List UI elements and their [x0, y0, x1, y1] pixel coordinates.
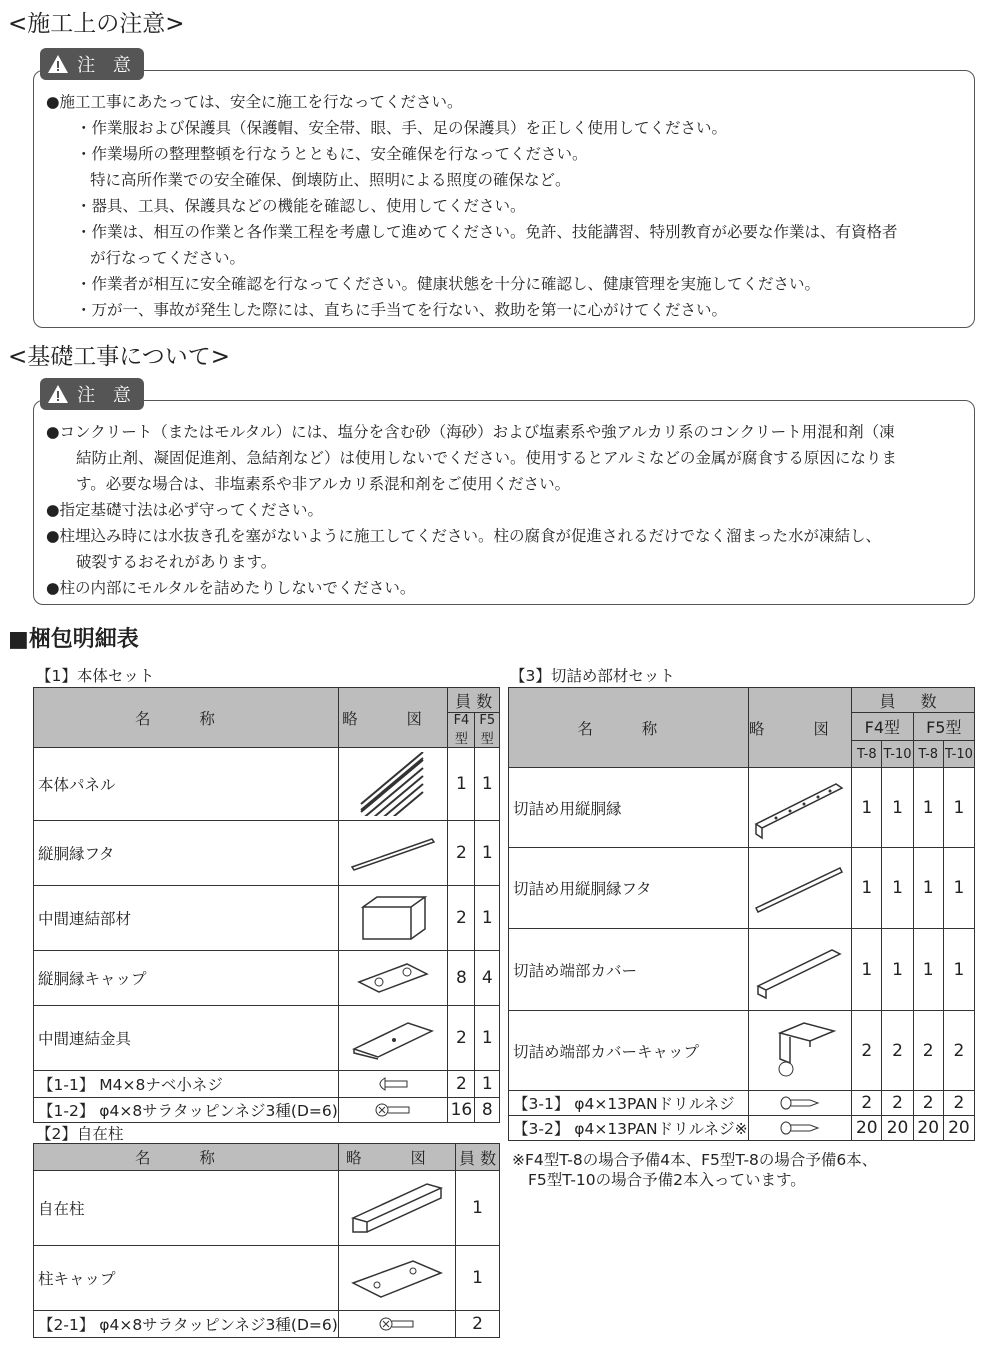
- table-row: [34, 1006, 500, 1071]
- caution-line: ・作業場所の整理整頓を行なうとともに、安全確保を行なってください。: [76, 145, 588, 163]
- qty: 1: [852, 929, 882, 1011]
- caution-badge-label: 注 意: [77, 55, 137, 76]
- header-f4-t8: T-8: [852, 741, 882, 768]
- set3-label: 【3】切詰め部材セット: [510, 667, 675, 685]
- item-name: 中間連結金具: [34, 1006, 339, 1071]
- qty: 2: [852, 1091, 882, 1116]
- set2-label: 【2】自在柱: [36, 1125, 124, 1143]
- warning-triangle-icon: [47, 384, 69, 404]
- qty: 2: [943, 1091, 974, 1116]
- item-name: 切詰め端部カバーキャップ: [509, 1011, 749, 1091]
- item-name: 縦胴縁キャップ: [34, 951, 339, 1006]
- end-cover-drawing: [752, 940, 848, 1000]
- item-name: 【3-2】 φ4×13PANドリルネジ※: [509, 1116, 749, 1141]
- item-name: 自在柱: [34, 1171, 339, 1246]
- caution-box-construction: [33, 70, 975, 328]
- caution-line: ●柱埋込み時には水抜き孔を塞がないように施工してください。柱の腐食が促進されるだけでなく溜まった水が凍結し、: [46, 527, 882, 545]
- caution-badge: [40, 378, 144, 410]
- table-row: [34, 886, 500, 951]
- bracket-drawing: [338, 1006, 448, 1071]
- table-row: [34, 951, 500, 1006]
- caution-line: ・作業は、相互の作業と各作業工程を考慮して進めてください。免許、技能講習、特別教育が必要な作業は、有資格者: [76, 223, 898, 241]
- caution-line: ・万が一、事故が発生した際には、直ちに手当てを行ない、救助を第一に心がけてください。: [76, 301, 728, 319]
- table-row: [509, 1091, 975, 1116]
- item-name: 縦胴縁フタ: [34, 821, 339, 886]
- qty-f4: 1: [448, 748, 475, 821]
- table-row: [34, 1071, 500, 1098]
- caution-line: ●指定基礎寸法は必ず守ってください。: [46, 501, 324, 519]
- qty: 2: [882, 1091, 913, 1116]
- table-row: [509, 1116, 975, 1141]
- table-row: [509, 848, 975, 929]
- caution-line: ●施工工事にあたっては、安全に施工を行なってください。: [46, 93, 463, 111]
- header-qty: 員 数: [448, 688, 500, 713]
- qty: 2: [456, 1311, 500, 1338]
- header-f5: F5型: [913, 713, 974, 741]
- table-row: [509, 768, 975, 848]
- header-f4: F4型: [852, 713, 913, 741]
- table-row: [34, 821, 500, 886]
- caution-line: ●柱の内部にモルタルを詰めたりしないでください。: [46, 579, 416, 597]
- table-row: [509, 929, 975, 1011]
- qty-f4: 2: [448, 1006, 475, 1071]
- end-cover-cap-drawing: [760, 1019, 840, 1083]
- item-drawing: [748, 1116, 852, 1141]
- table-row: [34, 1171, 500, 1246]
- item-drawing: [748, 1091, 852, 1116]
- qty-f5: 4: [475, 951, 500, 1006]
- header-figure: 略 図: [338, 688, 448, 748]
- caution-line: 結防止剤、凝固促進剤、急結剤など）は使用しないでください。使用するとアルミなどの金属が腐食する原因になりま: [76, 449, 897, 467]
- panel-drawing: [338, 748, 448, 821]
- flat-screw-icon: [338, 1098, 448, 1123]
- caution-line: 特に高所作業での安全確保、倒壊防止、照明による照度の確保など。: [90, 171, 571, 189]
- qty-f4: 2: [448, 821, 475, 886]
- item-drawing: [748, 768, 852, 848]
- item-name: 【3-1】 φ4×13PANドリルネジ: [509, 1091, 749, 1116]
- qty: 1: [913, 848, 943, 929]
- qty: 1: [943, 848, 974, 929]
- caution-line: ●コンクリート（またはモルタル）には、塩分を含む砂（海砂）および塩素系や強アルカリ系のコンクリート用混和剤（凍: [46, 423, 895, 441]
- qty-f5: 1: [475, 1006, 500, 1071]
- caution-line: が行なってください。: [90, 249, 246, 267]
- item-drawing: [748, 1011, 852, 1091]
- qty: 1: [913, 929, 943, 1011]
- qty: 1: [943, 929, 974, 1011]
- qty-f5: 1: [475, 748, 500, 821]
- caution-line: ・作業者が相互に安全確認を行なってください。健康状態を十分に確認し、健康管理を実施してください。: [76, 275, 821, 293]
- qty-f4: 16: [448, 1098, 475, 1123]
- qty: 1: [456, 1171, 500, 1246]
- header-f5: F5型: [475, 713, 500, 748]
- header-f5-t10: T-10: [943, 741, 974, 768]
- header-name: 名 称: [509, 688, 749, 768]
- note-line: ※F4型T-8の場合予備4本、F5型T-8の場合予備6本、: [512, 1151, 878, 1169]
- qty: 2: [852, 1011, 882, 1091]
- header-figure: 略 図: [748, 688, 852, 768]
- caution-line: す。必要な場合は、非塩素系や非アルカリ系混和剤をご使用ください。: [76, 475, 571, 493]
- caution-line: ・作業服および保護具（保護帽、安全帯、眼、手、足の保護具）を正しく使用してください。: [76, 119, 728, 137]
- qty: 2: [882, 1011, 913, 1091]
- table-row: [34, 748, 500, 821]
- set1-table: [33, 687, 500, 1123]
- qty: 20: [943, 1116, 974, 1141]
- qty: 1: [852, 848, 882, 929]
- cap-drawing: [338, 951, 448, 1006]
- qty-f4: 8: [448, 951, 475, 1006]
- item-name: 切詰め用縦胴縁: [509, 768, 749, 848]
- table-row: [34, 1311, 500, 1338]
- set1-label: 【1】本体セット: [36, 667, 155, 685]
- qty: 1: [882, 848, 913, 929]
- caution-line: 破裂するおそれがあります。: [76, 553, 277, 571]
- qty: 1: [882, 768, 913, 848]
- qty: 2: [913, 1091, 943, 1116]
- item-name: 本体パネル: [34, 748, 339, 821]
- item-name: 切詰め用縦胴縁フタ: [509, 848, 749, 929]
- qty: 1: [913, 768, 943, 848]
- caution-badge-label: 注 意: [77, 385, 137, 406]
- packing-list-title: ■梱包明細表: [8, 627, 139, 652]
- qty: 20: [913, 1116, 943, 1141]
- drill-screw-icon: [778, 1120, 822, 1136]
- header-qty: 員 数: [456, 1144, 500, 1171]
- post-cap-drawing: [338, 1246, 455, 1311]
- qty: 1: [943, 768, 974, 848]
- table-row: [509, 1011, 975, 1091]
- trim-rail-drawing: [752, 776, 848, 840]
- item-name: 【2-1】 φ4×8サラタッピンネジ3種(D=6): [34, 1311, 339, 1338]
- qty: 1: [882, 929, 913, 1011]
- set3-note: [512, 1150, 877, 1190]
- qty: 20: [852, 1116, 882, 1141]
- qty: 1: [456, 1246, 500, 1311]
- section-title-foundation-work: <基礎工事について>: [8, 344, 231, 370]
- item-drawing: [748, 929, 852, 1011]
- qty: 2: [943, 1011, 974, 1091]
- caution-line: ・器具、工具、保護具などの機能を確認し、使用してください。: [76, 197, 526, 215]
- table-row: [34, 1246, 500, 1311]
- qty-f4: 2: [448, 886, 475, 951]
- trim-cover-drawing: [752, 858, 848, 918]
- qty-f5: 1: [475, 1071, 500, 1098]
- qty: 1: [852, 768, 882, 848]
- cover-drawing: [338, 821, 448, 886]
- header-name: 名 称: [34, 688, 339, 748]
- item-name: 中間連結部材: [34, 886, 339, 951]
- item-name: 【1-1】 M4×8ナベ小ネジ: [34, 1071, 339, 1098]
- warning-triangle-icon: [47, 54, 69, 74]
- qty: 20: [882, 1116, 913, 1141]
- header-f4-t10: T-10: [882, 741, 913, 768]
- post-drawing: [338, 1171, 455, 1246]
- set2-table: [33, 1143, 500, 1338]
- header-qty: 員 数: [852, 688, 975, 713]
- header-figure: 略 図: [338, 1144, 455, 1171]
- qty-f5: 1: [475, 886, 500, 951]
- connector-drawing: [338, 886, 448, 951]
- item-name: 柱キャップ: [34, 1246, 339, 1311]
- item-drawing: [748, 848, 852, 929]
- item-name: 【1-2】 φ4×8サラタッピンネジ3種(D=6): [34, 1098, 339, 1123]
- pan-screw-icon: [338, 1071, 448, 1098]
- caution-box-foundation: [33, 400, 975, 605]
- drill-screw-icon: [778, 1095, 822, 1111]
- flat-screw-icon: [338, 1311, 455, 1338]
- set3-table: [508, 687, 975, 1141]
- header-f5-t8: T-8: [913, 741, 943, 768]
- qty-f5: 8: [475, 1098, 500, 1123]
- qty: 2: [913, 1011, 943, 1091]
- header-name: 名 称: [34, 1144, 339, 1171]
- header-f4: F4型: [448, 713, 475, 748]
- item-name: 切詰め端部カバー: [509, 929, 749, 1011]
- caution-badge: [40, 48, 144, 80]
- note-line: F5型T-10の場合予備2本入っています。: [528, 1171, 806, 1189]
- section-title-construction-precautions: <施工上の注意>: [8, 11, 185, 37]
- table-row: [34, 1098, 500, 1123]
- qty-f4: 2: [448, 1071, 475, 1098]
- qty-f5: 1: [475, 821, 500, 886]
